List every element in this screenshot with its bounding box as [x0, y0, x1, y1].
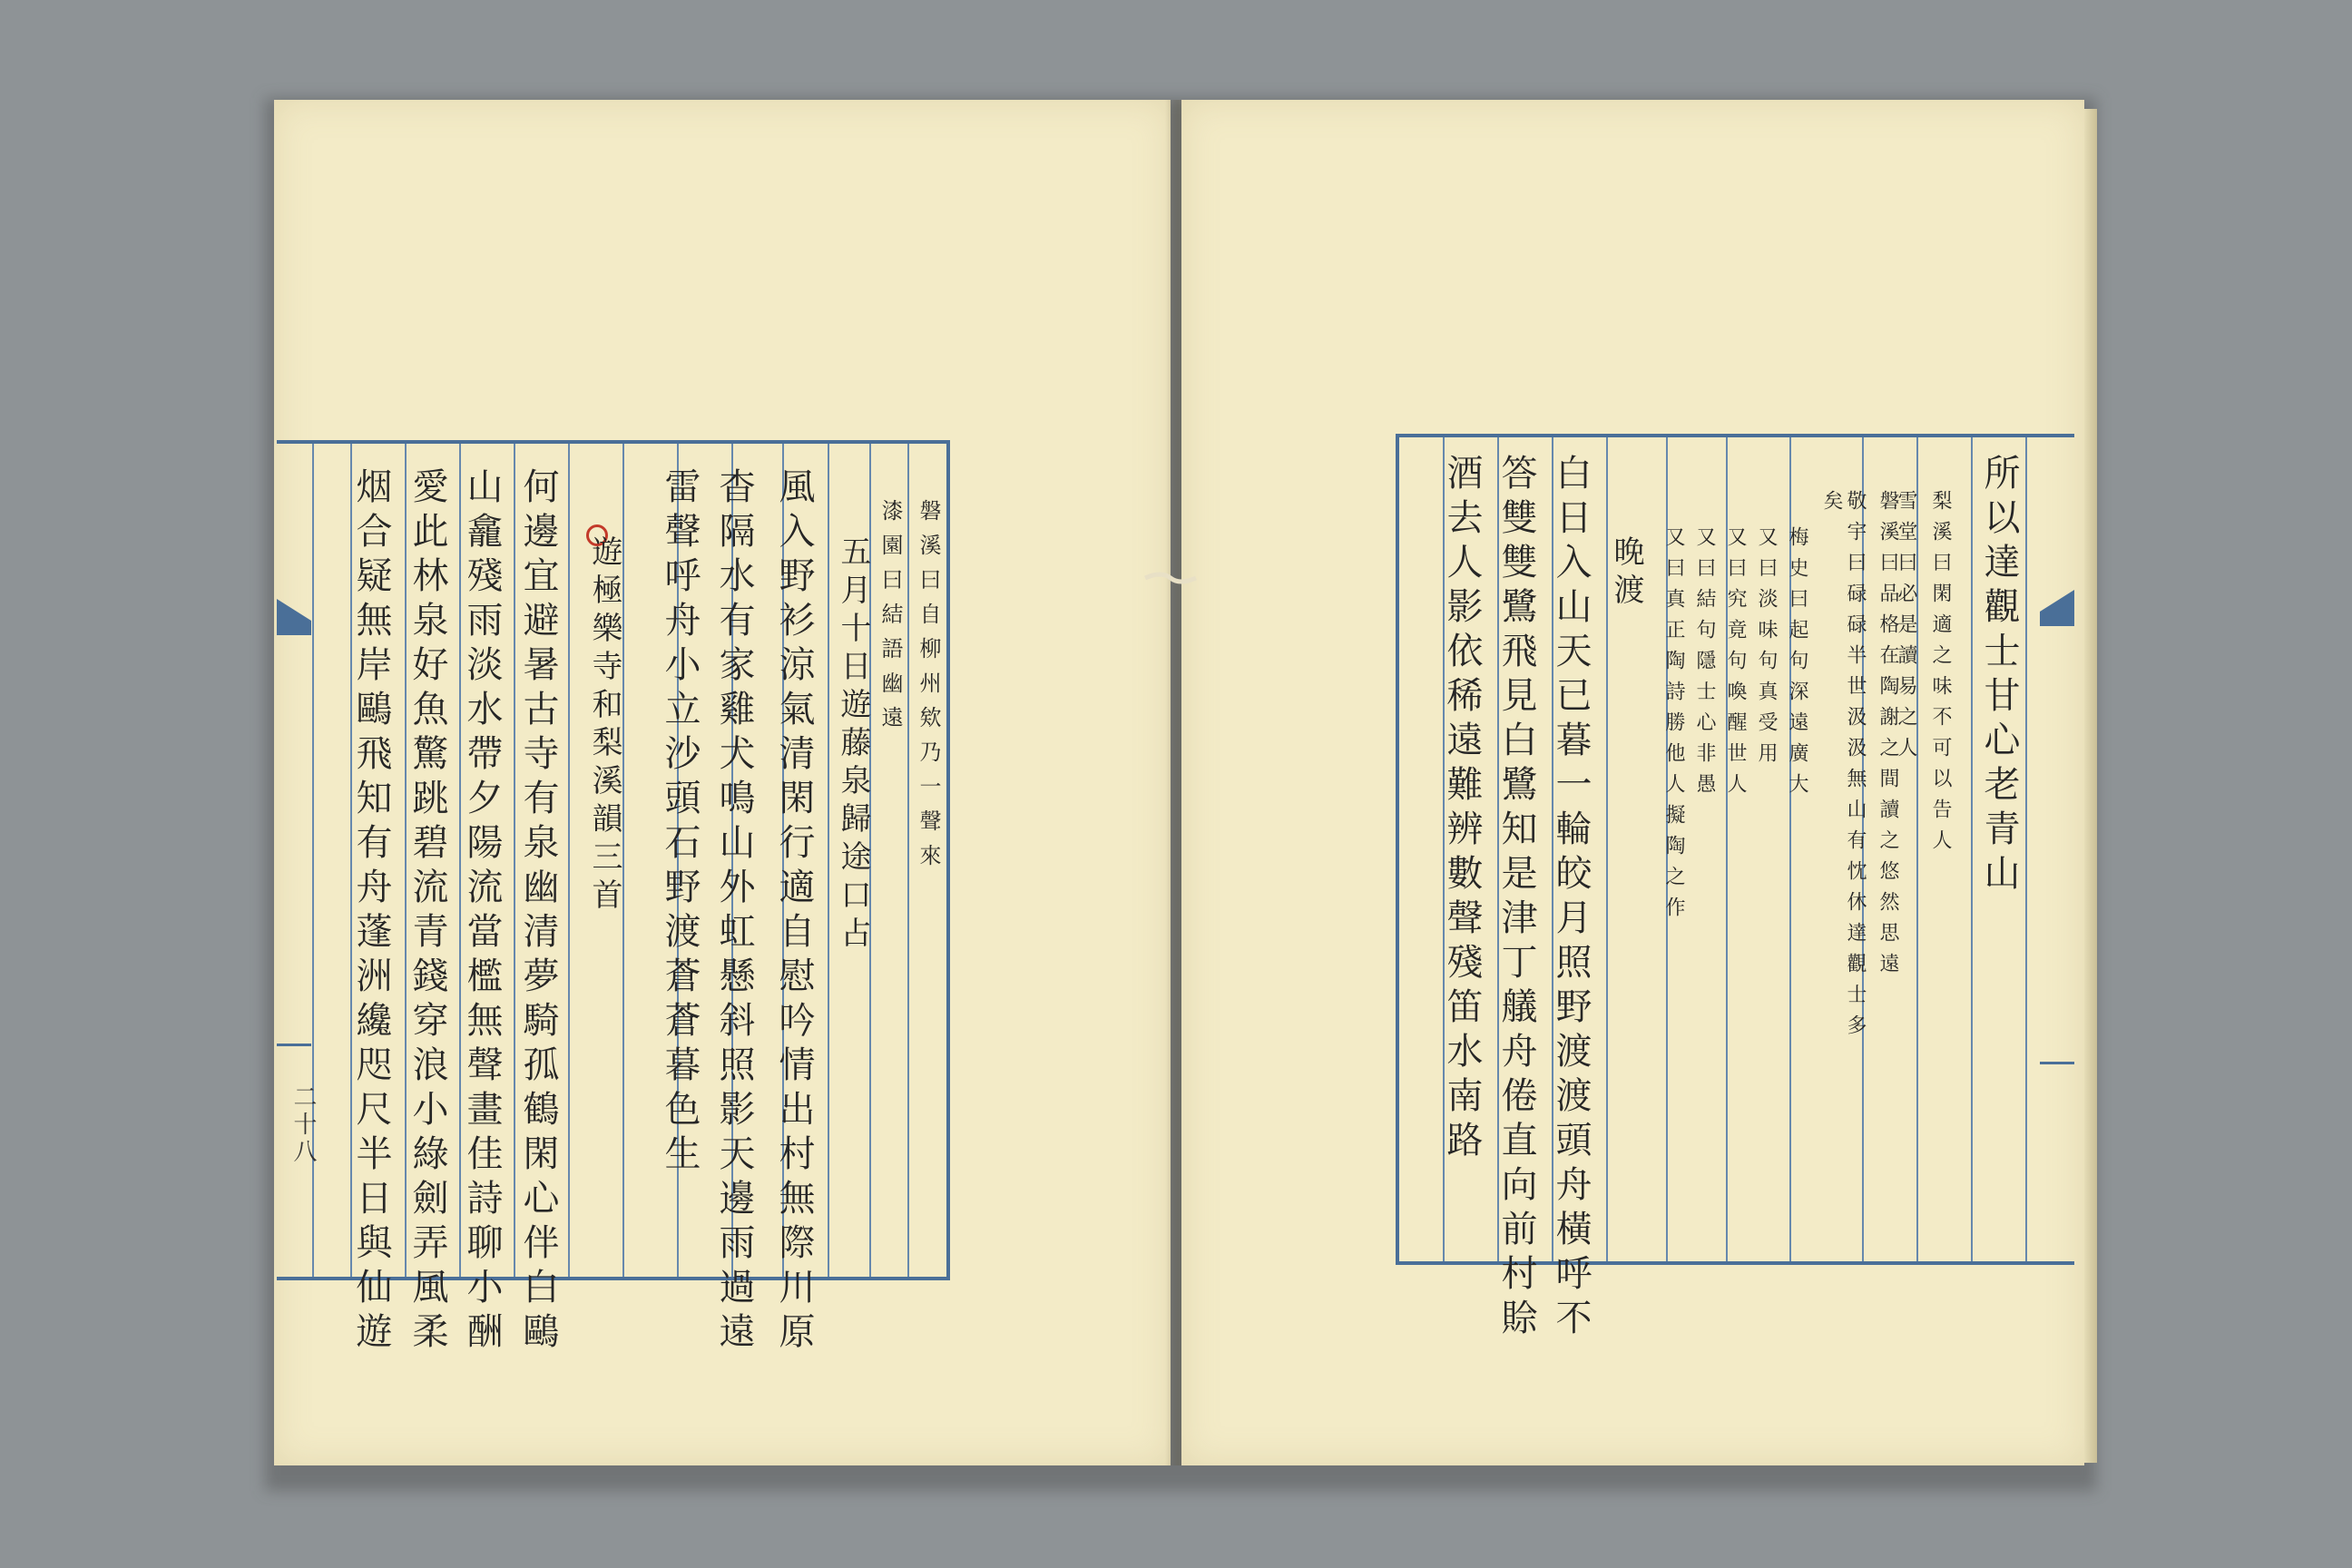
commentary-column: 敬宇曰碌碌半世汲汲無山有忱休達觀士多 — [1844, 490, 1867, 1045]
page-stack-edge — [2084, 109, 2097, 1463]
poem-line: 杳隔水有家雞犬鳴山外虹懸斜照影天邊雨過遠 — [713, 467, 755, 1357]
commentary-column: 漆園曰結語幽遠 — [877, 499, 903, 740]
poem-title: 五月十日遊藤泉歸途口占 — [835, 535, 871, 955]
poem-line: 風入野衫涼氣清閑行適自慰吟情出村無際川原 — [773, 467, 815, 1357]
poem-line: 何邊宜避暑古寺有泉幽清夢騎孤鶴閑心伴白鷗 — [517, 467, 559, 1357]
poem-line: 雷聲呼舟小立沙頭石野渡蒼蒼暮色生 — [659, 467, 701, 1179]
commentary-column: 雪堂曰必是讀易之人 — [1895, 490, 1917, 768]
poem-line: 烟合疑無岸鷗飛知有舟蓬洲纔咫尺半日與仙遊 — [350, 467, 392, 1357]
binding-thread — [1143, 569, 1198, 587]
commentary-column: 又曰結句隱士心非愚 — [1693, 526, 1716, 804]
left-column-rule — [907, 444, 909, 1277]
poem-title: 晚渡 — [1608, 535, 1644, 612]
poem-line: 答雙雙鷺飛見白鷺知是津丁艤舟倦直向前村賒 — [1495, 454, 1537, 1343]
commentary-column: 梅史曰起句深遠廣大 — [1786, 526, 1808, 804]
right-fold-line — [2040, 1062, 2074, 1064]
page-number: 二十八 — [289, 1084, 317, 1166]
poem-line: 山龕殘雨淡水帶夕陽流當檻無聲畫佳詩聊小酬 — [461, 467, 503, 1357]
commentary-column: 又曰究竟句喚醒世人 — [1724, 526, 1747, 804]
commentary-column: 磐溪曰品格在陶謝之間讀之悠然思遠 — [1877, 490, 1899, 984]
commentary-column: 矣 — [1820, 490, 1843, 521]
commentary-column: 磐溪曰自柳州欸乃一聲來 — [916, 499, 941, 878]
commentary-column: 又曰淡味句真受用 — [1755, 526, 1778, 773]
poem-line: 所以達觀士甘心老青山 — [1978, 454, 2020, 898]
left-column-rule — [568, 444, 570, 1277]
left-fold-line — [277, 1044, 311, 1046]
commentary-column: 梨溪曰閑適之味不可以告人 — [1929, 490, 1952, 860]
poem-title: 遊極樂寺和梨溪韻三首 — [586, 535, 622, 916]
poem-line: 白日入山天已暮一輪皎月照野渡渡頭舟橫呼不 — [1550, 454, 1592, 1343]
poem-line: 酒去人影依稀遠難辨數聲殘笛水南路 — [1441, 454, 1483, 1165]
commentary-column: 又曰真正陶詩勝他人擬陶之作 — [1662, 526, 1685, 927]
poem-line: 愛此林泉好魚驚跳碧流青錢穿浪小綠劍弄風柔 — [407, 467, 448, 1357]
